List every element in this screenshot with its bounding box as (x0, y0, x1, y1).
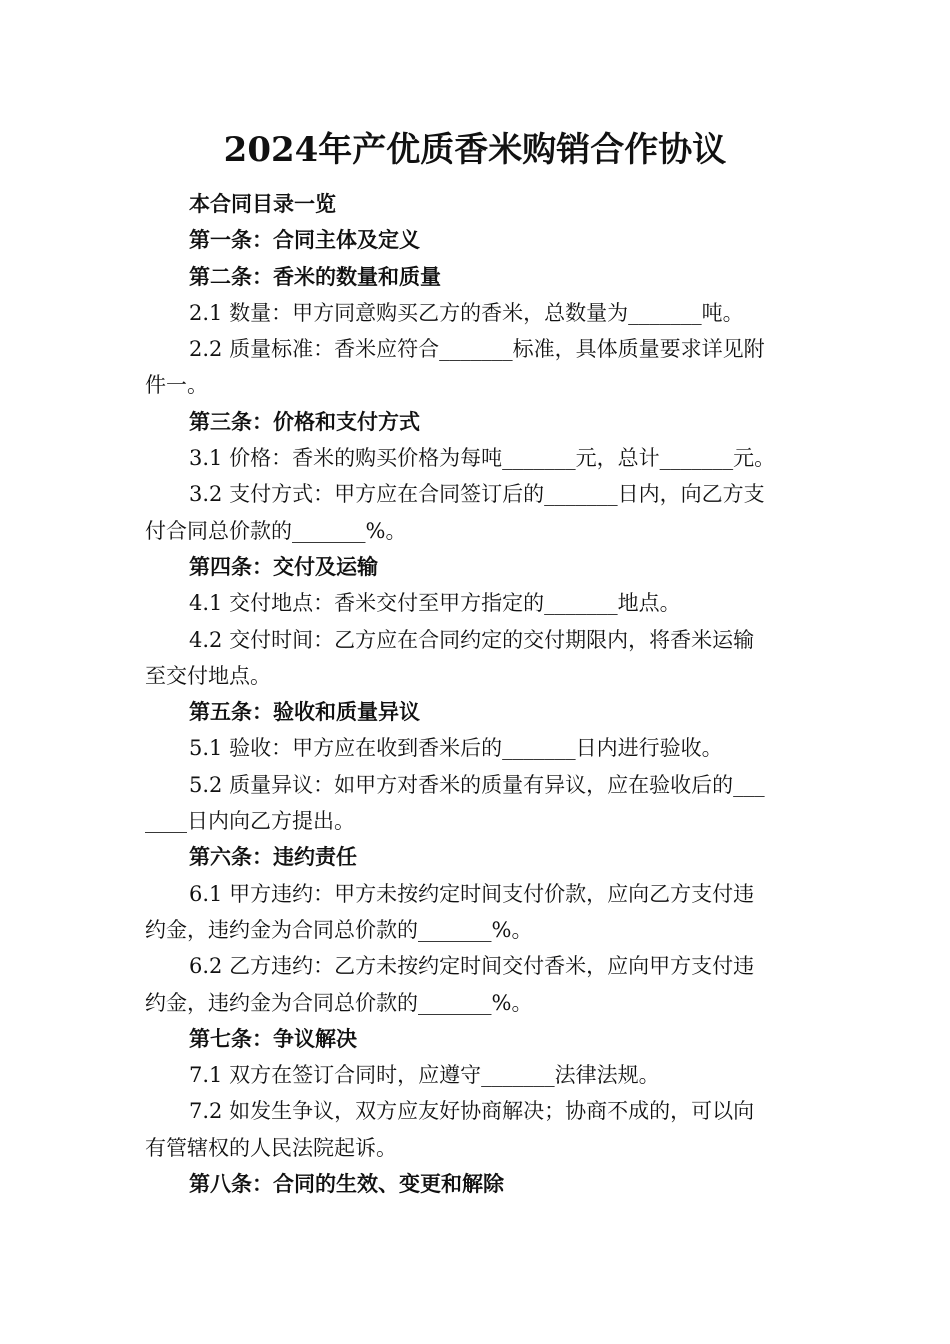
paragraph-line: 约金，违约金为合同总价款的_______%。 (145, 917, 533, 942)
paragraph-line: 2.2 质量标准：香米应符合_______标准，具体质量要求详见附 (189, 337, 765, 362)
section-heading: 第五条：验收和质量异议 (189, 699, 420, 725)
section-heading: 第六条：违约责任 (189, 844, 357, 870)
paragraph-line: 有管辖权的人民法院起诉。 (145, 1135, 397, 1160)
paragraph-line: 2.1 数量：甲方同意购买乙方的香米，总数量为_______吨。 (189, 300, 744, 325)
section-heading: 第八条：合同的生效、变更和解除 (189, 1171, 504, 1197)
paragraph-line: 件一。 (145, 373, 208, 398)
section-heading: 本合同目录一览 (189, 191, 336, 216)
paragraph-line: 5.1 验收：甲方应在收到香米后的_______日内进行验收。 (189, 736, 723, 761)
paragraph-line: 付合同总价款的_______%。 (145, 518, 407, 543)
section-heading: 第四条：交付及运输 (189, 553, 378, 579)
document-body (145, 186, 809, 1202)
paragraph-line: 7.1 双方在签订合同时，应遵守_______法律法规。 (189, 1063, 660, 1088)
document-title: 2024年产优质香米购销合作协议 (223, 130, 727, 170)
paragraph-line: 至交付地点。 (145, 663, 271, 688)
paragraph-line: 4.2 交付时间：乙方应在合同约定的交付期限内，将香米运输 (189, 627, 755, 652)
paragraph-line: 4.1 交付地点：香米交付至甲方指定的_______地点。 (189, 591, 681, 616)
paragraph-line: 5.2 质量异议：如甲方对香米的质量有异议，应在验收后的___ (189, 772, 765, 797)
section-heading: 第一条：合同主体及定义 (189, 227, 420, 253)
paragraph-line: 7.2 如发生争议，双方应友好协商解决；协商不成的，可以向 (189, 1099, 755, 1124)
section-heading: 第三条：价格和支付方式 (189, 408, 420, 434)
paragraph-line: 3.2 支付方式：甲方应在合同签订后的_______日内，向乙方支 (189, 482, 765, 507)
paragraph-line: 6.1 甲方违约：甲方未按约定时间支付价款，应向乙方支付违 (189, 881, 755, 906)
paragraph-line: 6.2 乙方违约：乙方未按约定时间交付香米，应向甲方支付违 (189, 954, 755, 979)
section-heading: 第二条：香米的数量和质量 (189, 263, 441, 289)
paragraph-line: ____日内向乙方提出。 (145, 809, 355, 834)
paragraph-line: 约金，违约金为合同总价款的_______%。 (145, 990, 533, 1015)
section-heading: 第七条：争议解决 (189, 1025, 357, 1051)
paragraph-line: 3.1 价格：香米的购买价格为每吨_______元，总计_______元。 (189, 446, 776, 471)
